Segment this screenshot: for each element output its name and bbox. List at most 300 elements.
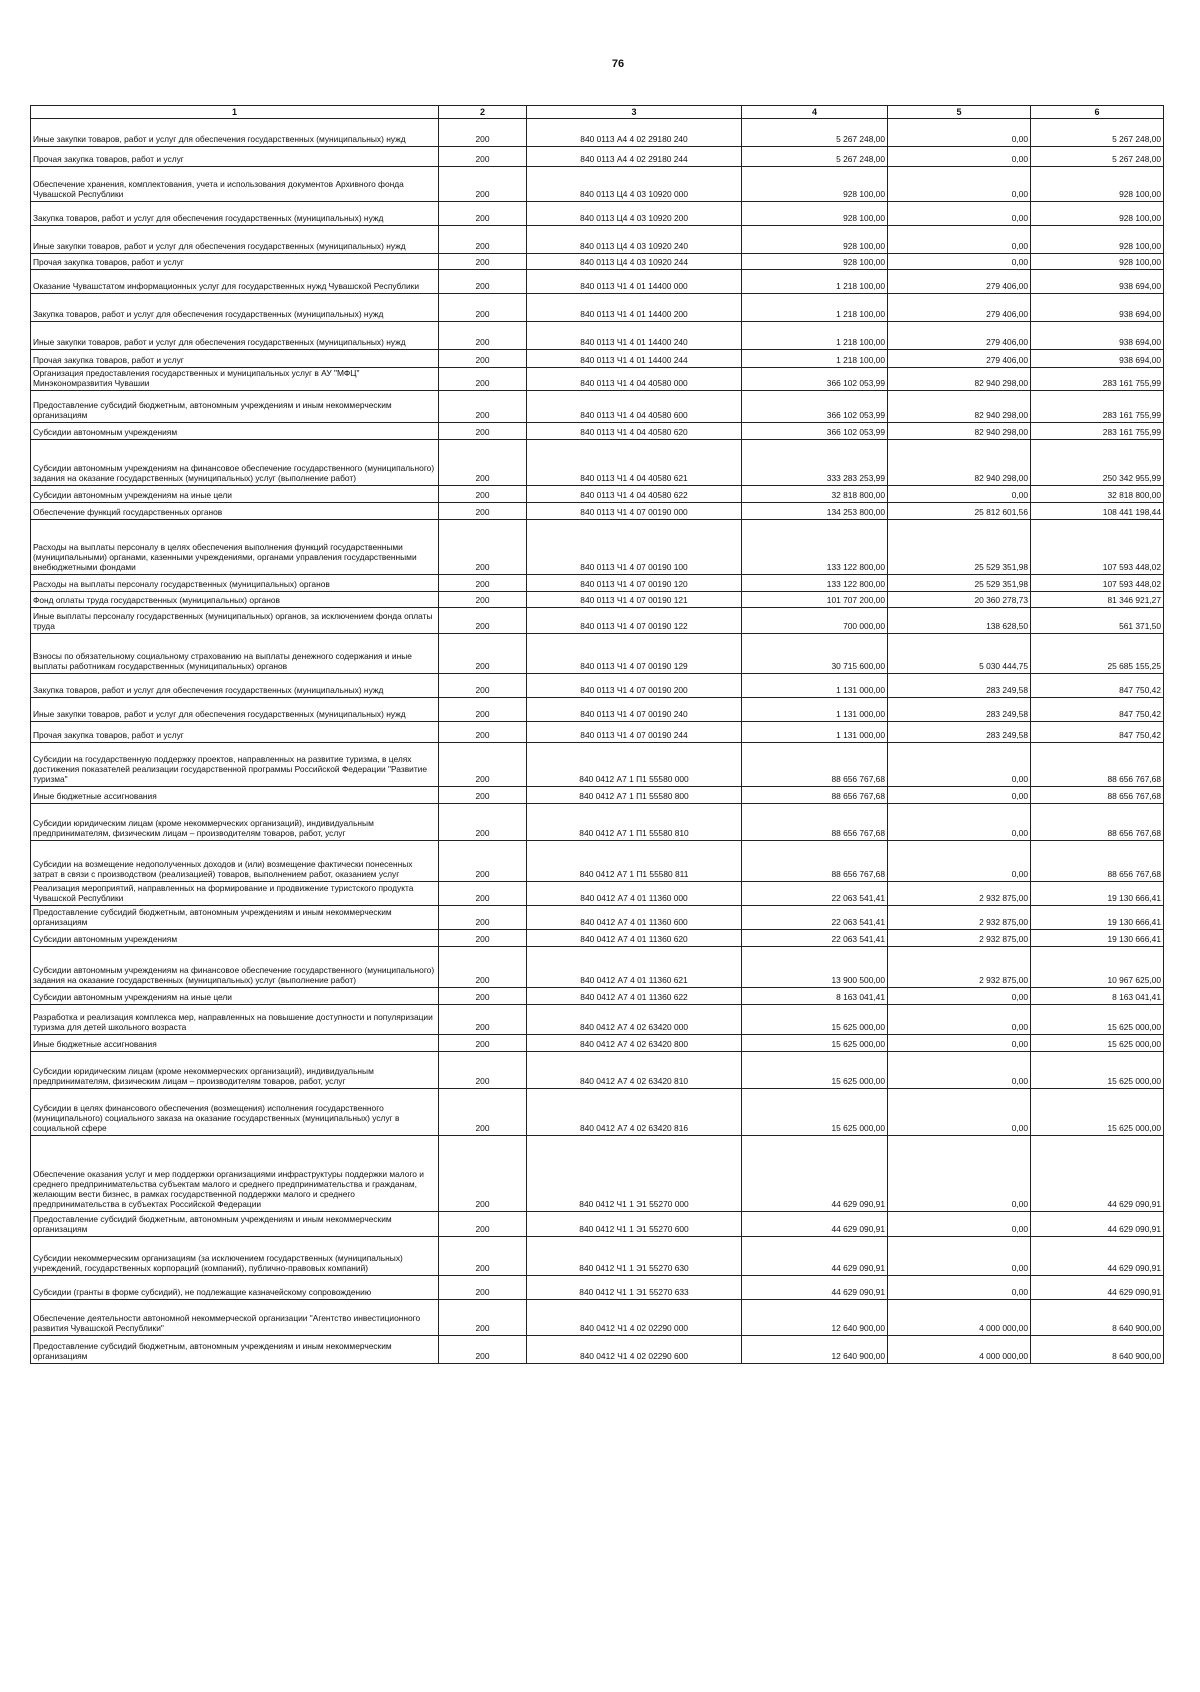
row-amount-col4: 928 100,00: [742, 254, 888, 270]
table-row: [31, 787, 1164, 804]
row-name: Прочая закупка товаров, работ и услуг: [31, 254, 439, 270]
table-row: [31, 947, 1164, 988]
row-amount-col5: 25 529 351,98: [888, 520, 1031, 575]
table-row: [31, 1237, 1164, 1276]
row-amount-col6: 5 267 248,00: [1031, 119, 1164, 147]
row-kbk: 840 0113 Ч1 4 04 40580 600: [527, 391, 742, 423]
row-amount-col6: 938 694,00: [1031, 350, 1164, 368]
row-kbk: 840 0113 Ч1 4 07 00190 244: [527, 722, 742, 743]
table-row: [31, 906, 1164, 930]
table-row: [31, 674, 1164, 698]
row-kbk: 840 0113 Ч1 4 07 00190 000: [527, 503, 742, 520]
row-kbk: 840 0113 Ч1 4 01 14400 240: [527, 322, 742, 350]
row-name: Предоставление субсидий бюджетным, автономным учреждениям и иным некоммерческим организациям: [31, 1336, 439, 1364]
row-code: 200: [439, 503, 527, 520]
row-code: 200: [439, 1136, 527, 1212]
row-amount-col5: 0,00: [888, 226, 1031, 254]
row-kbk: 840 0412 Ч1 4 02 02290 000: [527, 1300, 742, 1336]
row-amount-col4: 22 063 541,41: [742, 906, 888, 930]
row-kbk: 840 0412 Ч1 1 Э1 55270 600: [527, 1212, 742, 1237]
row-name: Расходы на выплаты персоналу в целях обеспечения выполнения функций государственными (муниципальными) органами, казенными учреждениями, органами управления государственными внебюджетными фондами: [31, 520, 439, 575]
row-name: Прочая закупка товаров, работ и услуг: [31, 147, 439, 167]
row-amount-col6: 15 625 000,00: [1031, 1089, 1164, 1136]
row-code: 200: [439, 167, 527, 202]
row-amount-col5: 0,00: [888, 1089, 1031, 1136]
row-code: 200: [439, 119, 527, 147]
row-amount-col4: 88 656 767,68: [742, 787, 888, 804]
row-amount-col4: 30 715 600,00: [742, 634, 888, 674]
row-amount-col5: 82 940 298,00: [888, 423, 1031, 440]
row-kbk: 840 0113 Ч1 4 07 00190 240: [527, 698, 742, 722]
row-amount-col5: 283 249,58: [888, 698, 1031, 722]
table-row: [31, 440, 1164, 486]
row-code: 200: [439, 787, 527, 804]
row-kbk: 840 0412 А7 4 02 63420 810: [527, 1052, 742, 1089]
row-code: 200: [439, 804, 527, 841]
table-body: [31, 119, 1164, 1364]
table-row: [31, 254, 1164, 270]
row-amount-col6: 44 629 090,91: [1031, 1212, 1164, 1237]
row-kbk: 840 0412 А7 1 П1 55580 811: [527, 841, 742, 882]
row-kbk: 840 0412 Ч1 4 02 02290 600: [527, 1336, 742, 1364]
row-kbk: 840 0113 Ч1 4 04 40580 622: [527, 486, 742, 503]
table-row: [31, 391, 1164, 423]
row-amount-col5: 0,00: [888, 486, 1031, 503]
row-amount-col5: 82 940 298,00: [888, 440, 1031, 486]
header-col-5: 5: [888, 106, 1031, 119]
row-code: 200: [439, 743, 527, 787]
row-code: 200: [439, 988, 527, 1005]
row-amount-col5: 0,00: [888, 1237, 1031, 1276]
row-amount-col4: 333 283 253,99: [742, 440, 888, 486]
row-amount-col4: 13 900 500,00: [742, 947, 888, 988]
row-name: Иные закупки товаров, работ и услуг для обеспечения государственных (муниципальных) нужд: [31, 226, 439, 254]
row-name: Разработка и реализация комплекса мер, направленных на повышение доступности и популяризации туризма для детей школьного возраста: [31, 1005, 439, 1035]
row-code: 200: [439, 906, 527, 930]
table-row: [31, 294, 1164, 322]
row-name: Прочая закупка товаров, работ и услуг: [31, 722, 439, 743]
row-name: Иные закупки товаров, работ и услуг для обеспечения государственных (муниципальных) нужд: [31, 119, 439, 147]
row-amount-col5: 2 932 875,00: [888, 930, 1031, 947]
row-code: 200: [439, 1276, 527, 1300]
row-name: Субсидии на государственную поддержку проектов, направленных на развитие туризма, в целях достижения показателей реализации государственной программы Российской Федерации "Развитие туризма": [31, 743, 439, 787]
row-code: 200: [439, 1212, 527, 1237]
row-amount-col4: 1 131 000,00: [742, 722, 888, 743]
row-name: Субсидии автономным учреждениям на иные цели: [31, 988, 439, 1005]
row-name: Субсидии автономным учреждениям на финансовое обеспечение государственного (муниципального) задания на оказание государственных (муниципальных) услуг (выполнение работ): [31, 947, 439, 988]
row-amount-col4: 366 102 053,99: [742, 423, 888, 440]
row-amount-col4: 1 131 000,00: [742, 698, 888, 722]
row-code: 200: [439, 520, 527, 575]
row-kbk: 840 0412 А7 4 01 11360 600: [527, 906, 742, 930]
row-kbk: 840 0412 А7 1 П1 55580 000: [527, 743, 742, 787]
row-code: 200: [439, 322, 527, 350]
row-code: 200: [439, 391, 527, 423]
row-amount-col6: 847 750,42: [1031, 674, 1164, 698]
row-amount-col5: 0,00: [888, 1035, 1031, 1052]
table-row: [31, 592, 1164, 608]
table-row: [31, 486, 1164, 503]
row-amount-col5: 0,00: [888, 167, 1031, 202]
row-amount-col5: 0,00: [888, 1005, 1031, 1035]
row-name: Реализация мероприятий, направленных на формирование и продвижение туристского продукта Чувашской Республики: [31, 882, 439, 906]
row-name: Субсидии юридическим лицам (кроме некоммерческих организаций), индивидуальным предпринимателям, физическим лицам – производителям товаров, работ, услуг: [31, 1052, 439, 1089]
row-amount-col4: 32 818 800,00: [742, 486, 888, 503]
row-amount-col5: 283 249,58: [888, 722, 1031, 743]
row-amount-col5: 0,00: [888, 743, 1031, 787]
row-code: 200: [439, 294, 527, 322]
row-kbk: 840 0113 Ч1 4 07 00190 120: [527, 575, 742, 592]
row-amount-col6: 250 342 955,99: [1031, 440, 1164, 486]
row-amount-col4: 133 122 800,00: [742, 575, 888, 592]
row-code: 200: [439, 698, 527, 722]
row-amount-col4: 1 218 100,00: [742, 322, 888, 350]
table-row: [31, 503, 1164, 520]
row-amount-col4: 5 267 248,00: [742, 119, 888, 147]
row-name: Обеспечение хранения, комплектования, учета и использования документов Архивного фонда Чувашской Республики: [31, 167, 439, 202]
row-amount-col6: 283 161 755,99: [1031, 391, 1164, 423]
row-amount-col6: 561 371,50: [1031, 608, 1164, 634]
row-name: Закупка товаров, работ и услуг для обеспечения государственных (муниципальных) нужд: [31, 202, 439, 226]
row-kbk: 840 0113 Ч1 4 04 40580 621: [527, 440, 742, 486]
row-amount-col6: 10 967 625,00: [1031, 947, 1164, 988]
row-amount-col6: 5 267 248,00: [1031, 147, 1164, 167]
row-amount-col6: 88 656 767,68: [1031, 743, 1164, 787]
row-amount-col5: 2 932 875,00: [888, 906, 1031, 930]
row-amount-col5: 0,00: [888, 1212, 1031, 1237]
row-kbk: 840 0113 Ч1 4 07 00190 121: [527, 592, 742, 608]
row-code: 200: [439, 930, 527, 947]
table-row: [31, 882, 1164, 906]
row-kbk: 840 0113 Ч1 4 01 14400 200: [527, 294, 742, 322]
row-amount-col5: 0,00: [888, 147, 1031, 167]
row-name: Субсидии в целях финансового обеспечения (возмещения) исполнения государственного (муниципального) социального заказа на оказание государственных (муниципальных) услуг в социальной сфере: [31, 1089, 439, 1136]
row-amount-col4: 101 707 200,00: [742, 592, 888, 608]
row-code: 200: [439, 350, 527, 368]
row-amount-col4: 366 102 053,99: [742, 391, 888, 423]
table-row: [31, 634, 1164, 674]
row-kbk: 840 0412 Ч1 1 Э1 55270 000: [527, 1136, 742, 1212]
row-amount-col4: 5 267 248,00: [742, 147, 888, 167]
table-row: [31, 1136, 1164, 1212]
row-name: Организация предоставления государственных и муниципальных услуг в АУ "МФЦ" Минэкономразвития Чувашии: [31, 368, 439, 391]
row-amount-col5: 5 030 444,75: [888, 634, 1031, 674]
row-amount-col6: 15 625 000,00: [1031, 1035, 1164, 1052]
row-amount-col5: 4 000 000,00: [888, 1300, 1031, 1336]
row-amount-col5: 4 000 000,00: [888, 1336, 1031, 1364]
row-amount-col4: 44 629 090,91: [742, 1136, 888, 1212]
row-kbk: 840 0113 Ч1 4 04 40580 000: [527, 368, 742, 391]
table-row: [31, 368, 1164, 391]
row-amount-col6: 928 100,00: [1031, 226, 1164, 254]
table-row: [31, 520, 1164, 575]
row-amount-col4: 44 629 090,91: [742, 1237, 888, 1276]
row-amount-col5: 138 628,50: [888, 608, 1031, 634]
row-amount-col5: 0,00: [888, 988, 1031, 1005]
row-name: Субсидии юридическим лицам (кроме некоммерческих организаций), индивидуальным предпринимателям, физическим лицам – производителям товаров, работ, услуг: [31, 804, 439, 841]
row-amount-col4: 12 640 900,00: [742, 1300, 888, 1336]
row-kbk: 840 0412 А7 4 01 11360 621: [527, 947, 742, 988]
row-kbk: 840 0412 Ч1 1 Э1 55270 633: [527, 1276, 742, 1300]
row-amount-col5: 2 932 875,00: [888, 947, 1031, 988]
row-amount-col6: 19 130 666,41: [1031, 906, 1164, 930]
row-amount-col4: 928 100,00: [742, 226, 888, 254]
row-code: 200: [439, 634, 527, 674]
row-amount-col4: 44 629 090,91: [742, 1276, 888, 1300]
row-amount-col6: 107 593 448,02: [1031, 520, 1164, 575]
table-row: [31, 608, 1164, 634]
row-kbk: 840 0113 А4 4 02 29180 244: [527, 147, 742, 167]
row-amount-col5: 20 360 278,73: [888, 592, 1031, 608]
row-code: 200: [439, 440, 527, 486]
row-amount-col5: 279 406,00: [888, 350, 1031, 368]
row-name: Иные закупки товаров, работ и услуг для обеспечения государственных (муниципальных) нужд: [31, 322, 439, 350]
table-row: [31, 1276, 1164, 1300]
row-kbk: 840 0412 А7 4 01 11360 620: [527, 930, 742, 947]
row-amount-col5: 279 406,00: [888, 322, 1031, 350]
row-kbk: 840 0113 Ч1 4 07 00190 122: [527, 608, 742, 634]
header-col-6: 6: [1031, 106, 1164, 119]
row-amount-col5: 0,00: [888, 804, 1031, 841]
row-name: Иные бюджетные ассигнования: [31, 787, 439, 804]
row-code: 200: [439, 592, 527, 608]
row-amount-col4: 22 063 541,41: [742, 930, 888, 947]
row-kbk: 840 0412 А7 4 01 11360 000: [527, 882, 742, 906]
row-amount-col4: 928 100,00: [742, 202, 888, 226]
table-row: [31, 1052, 1164, 1089]
row-amount-col4: 700 000,00: [742, 608, 888, 634]
row-amount-col4: 15 625 000,00: [742, 1005, 888, 1035]
row-code: 200: [439, 1237, 527, 1276]
row-amount-col5: 0,00: [888, 1136, 1031, 1212]
row-name: Предоставление субсидий бюджетным, автономным учреждениям и иным некоммерческим организациям: [31, 906, 439, 930]
row-amount-col6: 19 130 666,41: [1031, 930, 1164, 947]
row-code: 200: [439, 486, 527, 503]
table-row: [31, 1005, 1164, 1035]
row-name: Обеспечение функций государственных органов: [31, 503, 439, 520]
row-amount-col6: 25 685 155,25: [1031, 634, 1164, 674]
row-amount-col6: 15 625 000,00: [1031, 1005, 1164, 1035]
row-amount-col5: 25 529 351,98: [888, 575, 1031, 592]
table-row: [31, 1336, 1164, 1364]
row-amount-col6: 88 656 767,68: [1031, 787, 1164, 804]
table-row: [31, 722, 1164, 743]
table-header-row: [31, 106, 1164, 119]
row-amount-col5: 0,00: [888, 787, 1031, 804]
row-code: 200: [439, 254, 527, 270]
row-code: 200: [439, 1336, 527, 1364]
row-amount-col6: 15 625 000,00: [1031, 1052, 1164, 1089]
row-name: Закупка товаров, работ и услуг для обеспечения государственных (муниципальных) нужд: [31, 294, 439, 322]
table-row: [31, 698, 1164, 722]
row-amount-col6: 847 750,42: [1031, 722, 1164, 743]
row-kbk: 840 0113 Ч1 4 01 14400 000: [527, 270, 742, 294]
page-number: 76: [611, 58, 625, 70]
row-amount-col4: 1 218 100,00: [742, 270, 888, 294]
row-amount-col6: 44 629 090,91: [1031, 1237, 1164, 1276]
row-code: 200: [439, 202, 527, 226]
row-kbk: 840 0113 Ч1 4 04 40580 620: [527, 423, 742, 440]
row-name: Предоставление субсидий бюджетным, автономным учреждениям и иным некоммерческим организациям: [31, 391, 439, 423]
row-code: 200: [439, 575, 527, 592]
table-row: [31, 804, 1164, 841]
row-name: Субсидии автономным учреждениям на финансовое обеспечение государственного (муниципального) задания на оказание государственных (муниципальных) услуг (выполнение работ): [31, 440, 439, 486]
row-amount-col6: 928 100,00: [1031, 202, 1164, 226]
row-code: 200: [439, 226, 527, 254]
row-amount-col5: 0,00: [888, 1052, 1031, 1089]
table-row: [31, 743, 1164, 787]
row-amount-col6: 8 163 041,41: [1031, 988, 1164, 1005]
row-name: Субсидии автономным учреждениям на иные цели: [31, 486, 439, 503]
row-code: 200: [439, 722, 527, 743]
row-amount-col6: 938 694,00: [1031, 322, 1164, 350]
row-kbk: 840 0412 А7 4 01 11360 622: [527, 988, 742, 1005]
row-amount-col6: 938 694,00: [1031, 294, 1164, 322]
row-code: 200: [439, 1005, 527, 1035]
row-amount-col4: 15 625 000,00: [742, 1052, 888, 1089]
row-amount-col4: 88 656 767,68: [742, 841, 888, 882]
header-col-3: 3: [527, 106, 742, 119]
row-amount-col4: 1 131 000,00: [742, 674, 888, 698]
row-kbk: 840 0113 Ч1 4 07 00190 200: [527, 674, 742, 698]
row-code: 200: [439, 608, 527, 634]
row-code: 200: [439, 423, 527, 440]
row-amount-col4: 88 656 767,68: [742, 743, 888, 787]
row-amount-col6: 88 656 767,68: [1031, 804, 1164, 841]
row-name: Взносы по обязательному социальному страхованию на выплаты денежного содержания и иные выплаты работникам государственных (муниципальных) органов: [31, 634, 439, 674]
row-amount-col5: 82 940 298,00: [888, 391, 1031, 423]
row-name: Иные выплаты персоналу государственных (муниципальных) органов, за исключением фонда оплаты труда: [31, 608, 439, 634]
row-amount-col6: 8 640 900,00: [1031, 1300, 1164, 1336]
row-name: Субсидии (гранты в форме субсидий), не подлежащие казначейскому сопровождению: [31, 1276, 439, 1300]
row-amount-col6: 283 161 755,99: [1031, 368, 1164, 391]
row-amount-col4: 88 656 767,68: [742, 804, 888, 841]
header-col-2: 2: [439, 106, 527, 119]
row-amount-col4: 15 625 000,00: [742, 1035, 888, 1052]
row-kbk: 840 0113 Ц4 4 03 10920 244: [527, 254, 742, 270]
row-name: Субсидии некоммерческим организациям (за исключением государственных (муниципальных) учреждений, государственных корпораций (компаний), публично-правовых компаний): [31, 1237, 439, 1276]
row-name: Субсидии автономным учреждениям: [31, 423, 439, 440]
row-amount-col5: 0,00: [888, 1276, 1031, 1300]
row-amount-col5: 283 249,58: [888, 674, 1031, 698]
row-amount-col4: 8 163 041,41: [742, 988, 888, 1005]
row-code: 200: [439, 841, 527, 882]
row-kbk: 840 0113 Ц4 4 03 10920 000: [527, 167, 742, 202]
row-name: Прочая закупка товаров, работ и услуг: [31, 350, 439, 368]
row-name: Субсидии на возмещение недополученных доходов и (или) возмещение фактически понесенных затрат в связи с производством (реализацией) товаров, выполнением работ, оказанием услуг: [31, 841, 439, 882]
table-row: [31, 988, 1164, 1005]
table-row: [31, 1035, 1164, 1052]
row-amount-col6: 44 629 090,91: [1031, 1276, 1164, 1300]
table-row: [31, 423, 1164, 440]
row-kbk: 840 0412 Ч1 1 Э1 55270 630: [527, 1237, 742, 1276]
row-kbk: 840 0113 Ч1 4 07 00190 100: [527, 520, 742, 575]
row-kbk: 840 0113 Ч1 4 07 00190 129: [527, 634, 742, 674]
row-code: 200: [439, 1089, 527, 1136]
row-amount-col6: 32 818 800,00: [1031, 486, 1164, 503]
row-amount-col4: 22 063 541,41: [742, 882, 888, 906]
row-code: 200: [439, 368, 527, 391]
row-amount-col4: 1 218 100,00: [742, 294, 888, 322]
row-amount-col5: 0,00: [888, 254, 1031, 270]
row-amount-col6: 108 441 198,44: [1031, 503, 1164, 520]
row-code: 200: [439, 947, 527, 988]
row-code: 200: [439, 674, 527, 698]
row-amount-col6: 81 346 921,27: [1031, 592, 1164, 608]
row-amount-col6: 928 100,00: [1031, 167, 1164, 202]
row-amount-col6: 847 750,42: [1031, 698, 1164, 722]
row-kbk: 840 0113 Ц4 4 03 10920 240: [527, 226, 742, 254]
row-name: Фонд оплаты труда государственных (муниципальных) органов: [31, 592, 439, 608]
table-row: [31, 1212, 1164, 1237]
table-row: [31, 575, 1164, 592]
row-amount-col6: 44 629 090,91: [1031, 1136, 1164, 1212]
row-kbk: 840 0412 А7 4 02 63420 000: [527, 1005, 742, 1035]
table-row: [31, 270, 1164, 294]
table-row: [31, 930, 1164, 947]
row-amount-col6: 283 161 755,99: [1031, 423, 1164, 440]
row-amount-col6: 107 593 448,02: [1031, 575, 1164, 592]
header-col-4: 4: [742, 106, 888, 119]
row-name: Обеспечение оказания услуг и мер поддержки организациями инфраструктуры поддержки малого и среднего предпринимательства субъектам малого и среднего предпринимательства и гражданам, желающим вести бизнес, в рамках государственной поддержки малого и среднего предпринимательства в субъектах Российской Федерации: [31, 1136, 439, 1212]
row-kbk: 840 0113 А4 4 02 29180 240: [527, 119, 742, 147]
row-amount-col5: 2 932 875,00: [888, 882, 1031, 906]
row-amount-col4: 44 629 090,91: [742, 1212, 888, 1237]
table-row: [31, 167, 1164, 202]
row-code: 200: [439, 1052, 527, 1089]
row-code: 200: [439, 147, 527, 167]
row-amount-col5: 279 406,00: [888, 294, 1031, 322]
table-row: [31, 350, 1164, 368]
row-name: Иные бюджетные ассигнования: [31, 1035, 439, 1052]
row-amount-col5: 0,00: [888, 202, 1031, 226]
row-name: Расходы на выплаты персоналу государственных (муниципальных) органов: [31, 575, 439, 592]
budget-table: [30, 105, 1164, 1364]
table-row: [31, 1089, 1164, 1136]
row-kbk: 840 0412 А7 4 02 63420 800: [527, 1035, 742, 1052]
row-kbk: 840 0113 Ц4 4 03 10920 200: [527, 202, 742, 226]
row-amount-col6: 88 656 767,68: [1031, 841, 1164, 882]
row-kbk: 840 0412 А7 1 П1 55580 810: [527, 804, 742, 841]
row-amount-col5: 25 812 601,56: [888, 503, 1031, 520]
row-code: 200: [439, 270, 527, 294]
row-kbk: 840 0412 А7 4 02 63420 816: [527, 1089, 742, 1136]
row-amount-col5: 0,00: [888, 119, 1031, 147]
row-amount-col5: 0,00: [888, 841, 1031, 882]
row-amount-col4: 928 100,00: [742, 167, 888, 202]
row-name: Обеспечение деятельности автономной некоммерческой организации "Агентство инвестиционного развития Чувашской Республики": [31, 1300, 439, 1336]
row-amount-col4: 134 253 800,00: [742, 503, 888, 520]
row-code: 200: [439, 882, 527, 906]
row-code: 200: [439, 1300, 527, 1336]
row-amount-col6: 928 100,00: [1031, 254, 1164, 270]
table-row: [31, 202, 1164, 226]
row-amount-col4: 15 625 000,00: [742, 1089, 888, 1136]
row-kbk: 840 0113 Ч1 4 01 14400 244: [527, 350, 742, 368]
table-row: [31, 147, 1164, 167]
row-amount-col5: 82 940 298,00: [888, 368, 1031, 391]
row-amount-col5: 279 406,00: [888, 270, 1031, 294]
row-amount-col4: 12 640 900,00: [742, 1336, 888, 1364]
row-amount-col6: 19 130 666,41: [1031, 882, 1164, 906]
row-name: Субсидии автономным учреждениям: [31, 930, 439, 947]
row-kbk: 840 0412 А7 1 П1 55580 800: [527, 787, 742, 804]
row-amount-col4: 133 122 800,00: [742, 520, 888, 575]
table-row: [31, 1300, 1164, 1336]
row-name: Оказание Чувашстатом информационных услуг для государственных нужд Чувашской Республики: [31, 270, 439, 294]
row-code: 200: [439, 1035, 527, 1052]
row-amount-col6: 938 694,00: [1031, 270, 1164, 294]
